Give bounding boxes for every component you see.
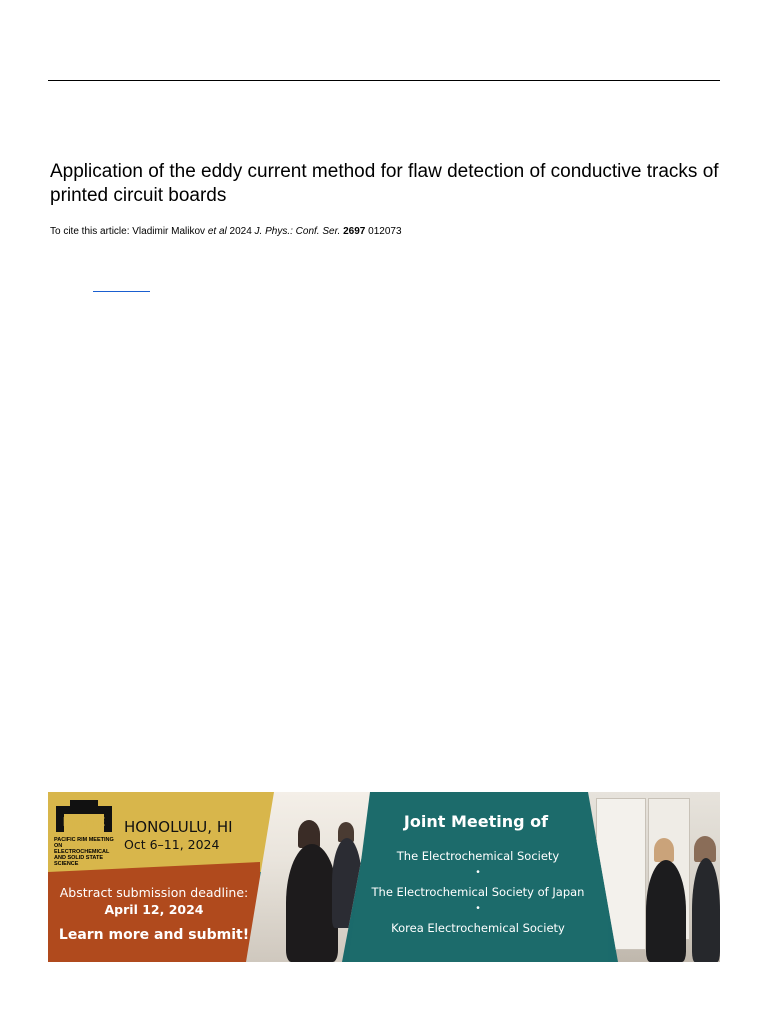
view-online-link[interactable] — [93, 291, 150, 292]
attendee-body-3 — [692, 858, 720, 962]
citation-journal: J. Phys.: Conf. Ser. — [254, 226, 341, 237]
presenter-head — [654, 838, 674, 862]
prime-logo — [54, 798, 114, 867]
joint-meeting-title: Joint Meeting of — [403, 812, 549, 831]
prime-logo-arch — [54, 798, 114, 832]
society-separator: • — [476, 867, 480, 878]
prime-logo-word: PRIME — [62, 815, 106, 829]
society-ecs: The Electrochemical Society — [396, 849, 560, 863]
attendee-body — [286, 844, 338, 962]
header-rule — [48, 80, 720, 81]
citation-article-number: 012073 — [365, 226, 402, 237]
society-separator: • — [476, 903, 480, 914]
event-city: HONOLULU, HI — [124, 818, 233, 836]
event-dates: Oct 6–11, 2024 — [124, 837, 220, 852]
conference-banner-ad[interactable] — [48, 792, 720, 962]
deadline-label: Abstract submission deadline: — [59, 885, 249, 900]
presenter-body — [646, 860, 686, 962]
learn-more-cta[interactable]: Learn more and submit! — [58, 927, 250, 943]
deadline-date: April 12, 2024 — [104, 902, 204, 917]
society-ecsj: The Electrochemical Society of Japan — [371, 885, 585, 899]
citation-volume: 2697 — [343, 226, 366, 237]
citation-et-al: et al — [207, 226, 227, 237]
citation-prefix: To cite this article: Vladimir Malikov — [50, 226, 208, 237]
prime-logo-subtitle: PACIFIC RIM MEETING ON ELECTROCHEMICAL AND SOLID STATE SCIENCE — [54, 837, 114, 867]
article-title: Application of the eddy current method for flaw detection of conductive tracks of printed circuit boards — [50, 161, 719, 206]
society-kecs: Korea Electrochemical Society — [391, 921, 565, 935]
citation-line — [50, 226, 402, 238]
citation-year: 2024 — [226, 226, 255, 237]
